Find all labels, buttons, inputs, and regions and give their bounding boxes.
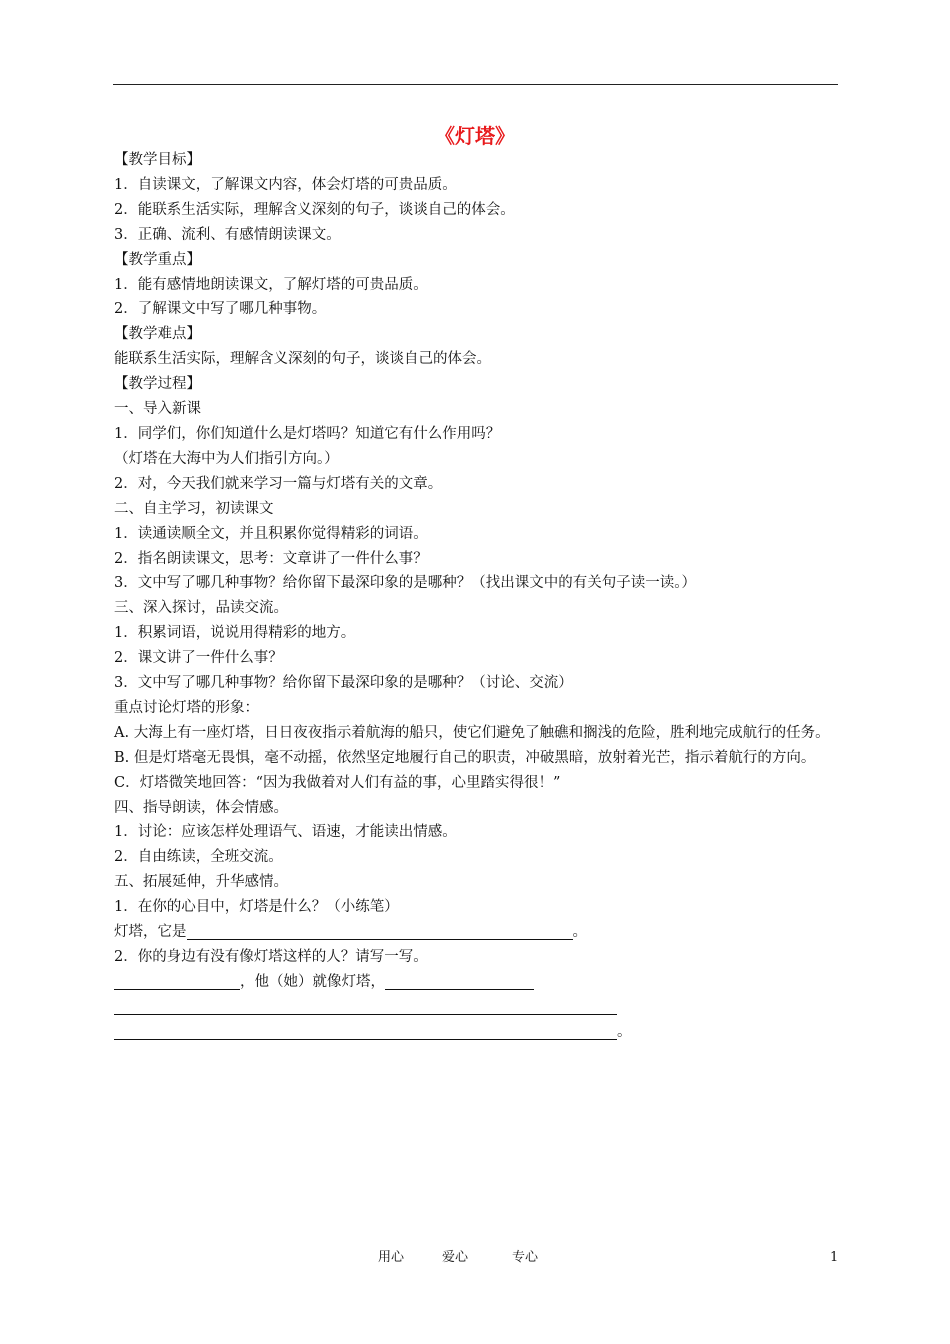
answer-blank[interactable] xyxy=(187,923,573,940)
text-line: C．灯塔微笑地回答：“因为我做着对人们有益的事，心里踏实得很！” xyxy=(114,774,561,791)
text-line: 二、自主学习，初读课文 xyxy=(114,500,274,517)
text-line: 能联系生活实际，理解含义深刻的句子，谈谈自己的体会。 xyxy=(114,351,491,368)
text-line: （灯塔在大海中为人们指引方向。） xyxy=(114,450,339,467)
motto-word: 专心 xyxy=(512,1250,539,1265)
answer-blank[interactable] xyxy=(385,973,534,990)
answer-blank[interactable] xyxy=(114,998,617,1015)
text-line: 五、拓展延伸，升华感情。 xyxy=(114,874,288,891)
fill-end: 。 xyxy=(617,1023,632,1040)
text-line: 1．读通读顺全文，并且积累你觉得精彩的词语。 xyxy=(114,525,428,542)
fill-in-line-2 xyxy=(114,970,838,995)
text-line: 3．正确、流利、有感情朗读课文。 xyxy=(114,226,341,243)
text-line: 1．能有感情地朗读课文，了解灯塔的可贵品质。 xyxy=(114,276,428,293)
text-line: 1．讨论：应该怎样处理语气、语速，才能读出情感。 xyxy=(114,824,457,841)
paragraph-a: A. 大海上有一座灯塔，日日夜夜指示着航海的船只，使它们避免了触礁和搁浅的危险，胜利地完成航行的任务。 xyxy=(114,724,830,741)
text-line: 1．积累词语，说说用得精彩的地方。 xyxy=(114,625,356,642)
text-line: 四、指导朗读，体会情感。 xyxy=(114,799,288,816)
header-rule xyxy=(113,84,838,85)
text-line: 2．对，今天我们就来学习一篇与灯塔有关的文章。 xyxy=(114,475,443,492)
fill-middle: ，他（她）就像灯塔， xyxy=(240,973,385,990)
fill-in-line-1 xyxy=(114,920,838,945)
section-heading-key-points: 【教学重点】 xyxy=(114,251,201,268)
text-line: 2．课文讲了一件什么事？ xyxy=(114,650,283,667)
text-line: 1．自读课文，了解课文内容，体会灯塔的可贵品质。 xyxy=(114,176,457,193)
text-line: 2．指名朗读课文，思考：文章讲了一件什么事？ xyxy=(114,550,428,567)
section-heading-difficulties: 【教学难点】 xyxy=(114,326,201,343)
motto-word: 爱心 xyxy=(442,1250,469,1265)
text-line: 三、深入探讨，品读交流。 xyxy=(114,600,288,617)
motto-word: 用心 xyxy=(378,1250,405,1265)
section-heading-objectives: 【教学目标】 xyxy=(114,152,201,168)
fill-prefix: 灯塔，它是 xyxy=(114,924,187,941)
page-number: 1 xyxy=(830,1250,839,1265)
document-title: 《灯塔》 xyxy=(435,124,515,148)
fill-suffix: 。 xyxy=(572,924,587,941)
section-heading-process: 【教学过程】 xyxy=(114,376,201,393)
paragraph-b: B. 但是灯塔毫无畏惧，毫不动摇，依然坚定地履行自己的职责，冲破黑暗，放射着光芒，指示着航行的方向。 xyxy=(114,749,816,766)
footer-motto xyxy=(378,1248,538,1268)
text-line: 3．文中写了哪几种事物？给你留下最深印象的是哪种？（找出课文中的有关句子读一读。） xyxy=(114,575,696,592)
text-line: 2．能联系生活实际，理解含义深刻的句子，谈谈自己的体会。 xyxy=(114,201,515,218)
text-line: 1．同学们，你们知道什么是灯塔吗？知道它有什么作用吗？ xyxy=(114,425,501,442)
text-line: 2．了解课文中写了哪几种事物。 xyxy=(114,301,327,318)
document-body xyxy=(114,148,838,1045)
text-line: 2．自由练读，全班交流。 xyxy=(114,849,283,866)
question-2: 2．你的身边有没有像灯塔这样的人？请写一写。 xyxy=(114,949,428,965)
text-line: 1．在你的心目中，灯塔是什么？（小练笔） xyxy=(114,899,399,916)
answer-blank[interactable] xyxy=(114,973,240,990)
text-line: 重点讨论灯塔的形象： xyxy=(114,699,259,716)
fill-in-line-4 xyxy=(114,1020,838,1045)
text-line: 3．文中写了哪几种事物？给你留下最深印象的是哪种？（讨论、交流） xyxy=(114,675,573,692)
fill-in-line-3 xyxy=(114,995,838,1020)
answer-blank[interactable] xyxy=(114,1023,617,1040)
text-line: 一、导入新课 xyxy=(114,401,201,418)
